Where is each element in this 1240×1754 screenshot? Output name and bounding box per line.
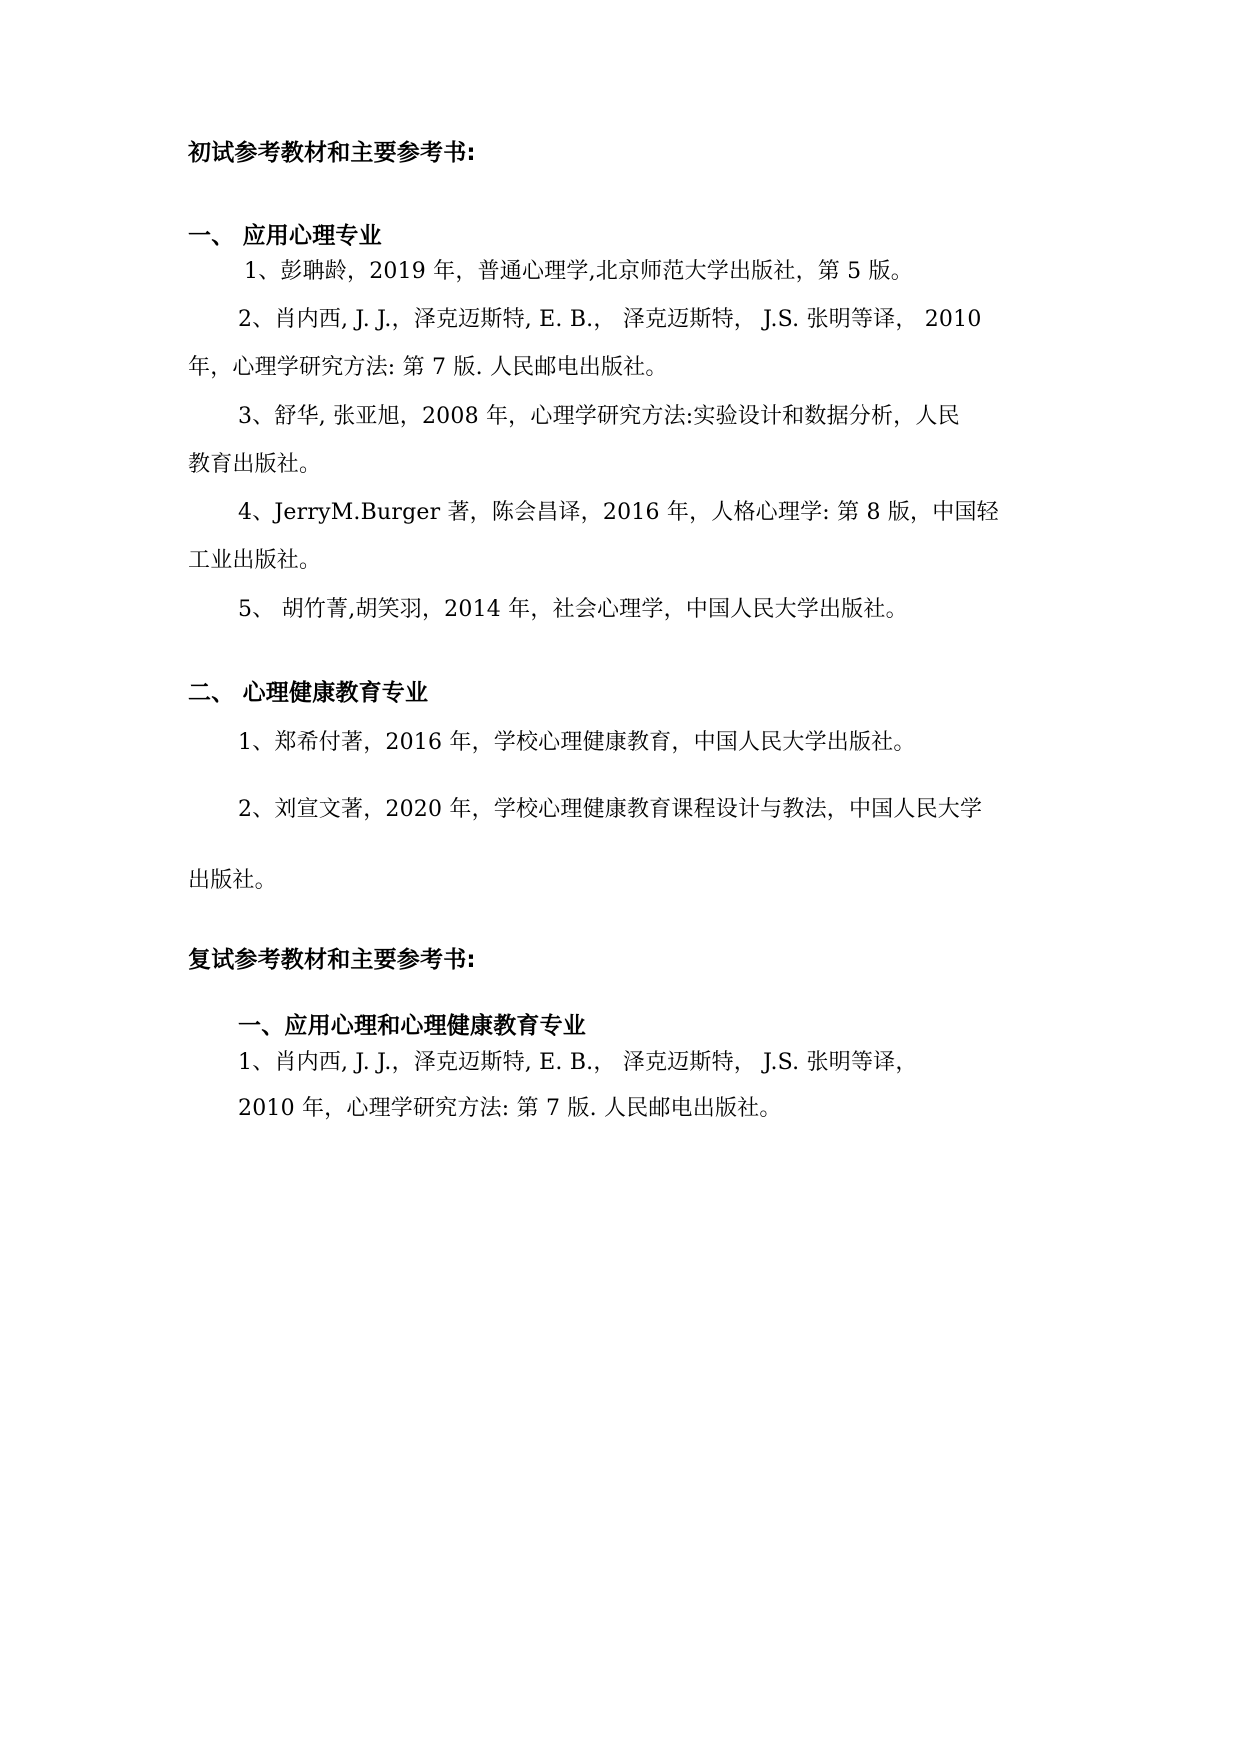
section2-item2-line1: 2、刘宣文著，2020 年，学校心理健康教育课程设计与教法，中国人民大学 xyxy=(238,797,983,822)
retest-section1-heading: 一、应用心理和心理健康教育专业 xyxy=(238,1013,586,1039)
retest-title: 复试参考教材和主要参考书: xyxy=(188,947,476,973)
section1-item3-line2: 教育出版社。 xyxy=(188,452,322,477)
section1-item2-line1: 2、肖内西, J. J.，泽克迈斯特, E. B.， 泽克迈斯特， J.S. 张明等译， 2010 xyxy=(238,307,982,332)
section2-item1: 1、郑希付著，2016 年，学校心理健康教育，中国人民大学出版社。 xyxy=(238,730,916,755)
retest-item1-line1: 1、肖内西, J. J.，泽克迈斯特, E. B.， 泽克迈斯特， J.S. 张明等译， xyxy=(238,1050,918,1075)
preliminary-title: 初试参考教材和主要参考书: xyxy=(188,140,476,166)
section1-item2-line2: 年，心理学研究方法: 第 7 版. 人民邮电出版社。 xyxy=(188,355,668,380)
section1-item4-line1: 4、JerryM.Burger 著，陈会昌译，2016 年，人格心理学: 第 8 版，中国轻 xyxy=(238,500,999,525)
section1-item4-line2: 工业出版社。 xyxy=(188,548,322,573)
section2-heading: 二、 心理健康教育专业 xyxy=(188,680,429,706)
section1-item1: 1、彭聃龄，2019 年，普通心理学,北京师范大学出版社，第 5 版。 xyxy=(244,259,913,284)
section2-item2-line2: 出版社。 xyxy=(188,868,277,893)
section1-item3-line1: 3、舒华, 张亚旭，2008 年，心理学研究方法:实验设计和数据分析，人民 xyxy=(238,404,960,429)
retest-item1-line2: 2010 年，心理学研究方法: 第 7 版. 人民邮电出版社。 xyxy=(238,1096,782,1121)
section1-item5: 5、 胡竹菁,胡笑羽，2014 年，社会心理学，中国人民大学出版社。 xyxy=(238,597,908,622)
section1-heading: 一、 应用心理专业 xyxy=(188,223,382,249)
